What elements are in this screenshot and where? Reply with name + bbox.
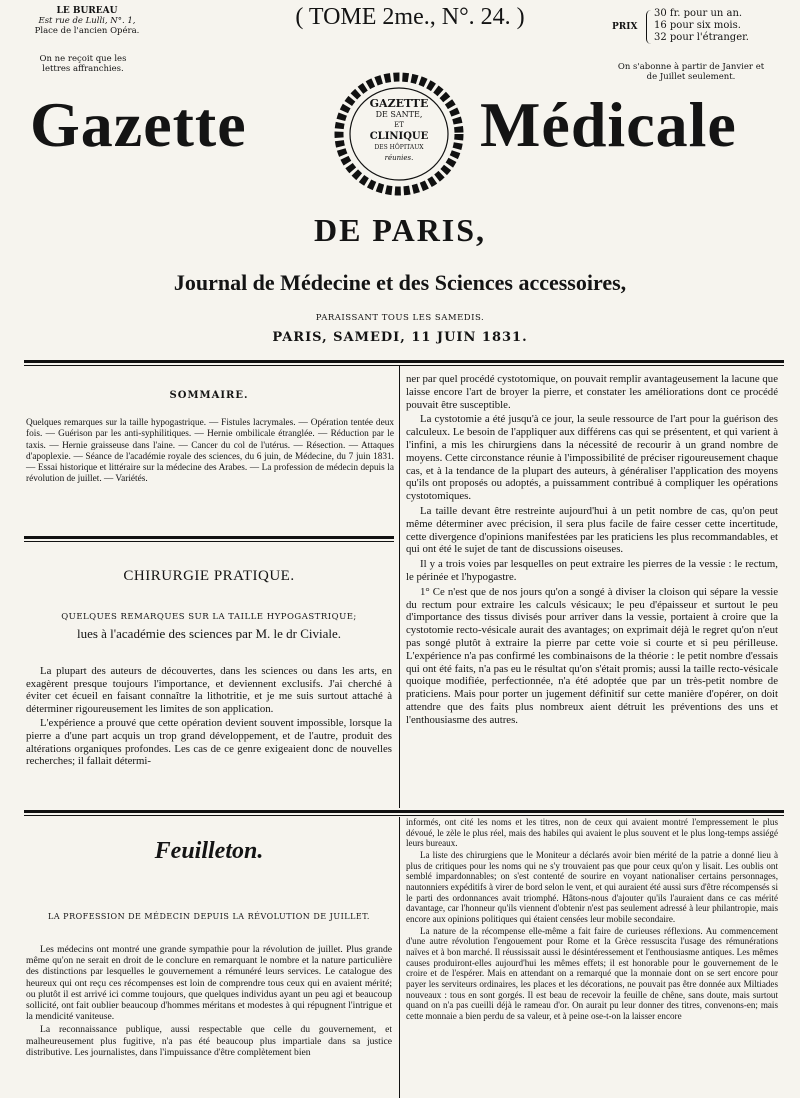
right-paragraph: La taille devant être restreinte aujourd'hui à un petit nombre de cas, qu'on peut même déterminer avec précision, il sera plus facile de faire cesser cette incertitude, cette divergence d'opinions manifestées par les praticiens les plus recommandables, et qui ont été le sujet de tant de discussions oiseuses.: [406, 504, 778, 556]
price-brace: [646, 10, 652, 44]
price-line-3: 32 pour l'étranger.: [654, 32, 749, 43]
sommaire-rule-thin: [24, 541, 394, 542]
masthead-rule-thin: [24, 365, 784, 366]
right-paragraph: La cystotomie a été jusqu'à ce jour, la seule ressource de l'art pour la guérison des calculeux. Le besoin de l'appliquer aux différens cas qui se présentent, et qui varient à l'infini, a mis les chirurgiens dans la nécessité de recourir à un grand nombre de moyens. Cette circonstance réunie à l'impossibilité de préciser rigoureusement chaque cas, et à la tendance de la plupart des auteurs, à généraliser l'application des moyens qu'ils ont proposés ou adoptés, a puissamment contribué à compliquer les opérations cystotomiques.: [406, 413, 778, 503]
letters-notice: On ne reçoit que les lettres affranchies.: [39, 54, 127, 74]
right-paragraph: ner par quel procédé cystotomique, on pouvait remplir avantageusement la lacune que laisse encore l'art de broyer la pierre, et constater les améliorations dont ce procédé pouvait être susceptible.: [406, 373, 778, 411]
right-paragraph: 1° Ce n'est que de nos jours qu'on a songé à diviser la cloison qui sépare la vessie du rectum pour extraire les calculs vésicaux; le peu d'épaisseur et surtout le peu d'importance des tissus divisés pour arriver dans la vessie, portaient à croire que la cystotomie recto-vésicale aurait des avantages; on exprimait déjà le regret qu'on n'eut pas songé plutôt à extraire la pierre par cette voie si courte et si peu périlleuse. L'expérience n'a pas confirmé les combinaisons de la théorie : le petit nombre d'essais qui ont été faits, n'a pas eu le résultat qu'on s'était promis; aussi la taille recto-vésicale quoique modifiée, perfectionnée, n'a été adoptée que par un très-petit nombre de praticiens. Mais pour porter un jugement définitif sur cette manière d'opérer, on doit attendre que des faits plus nombreux aient détruit les préventions des uns et l'enthousiasme des autres.: [406, 585, 778, 726]
seal-line-2: DE SANTE,: [375, 110, 423, 119]
seal-line-6: réunies.: [384, 154, 414, 162]
subtitle-journal: Journal de Médecine et des Sciences accessoires,: [173, 270, 627, 295]
price-line-2: 16 pour six mois.: [654, 20, 741, 31]
seal-line-1: GAZETTE: [369, 97, 429, 110]
feuilleton-paragraph: informés, ont cité les noms et les titres, non de ceux qui avaient montré l'empressement le plus dévoué, le zèle le plus réel, mais des habiles qui avaient le plus souvent et le plus long-temps assiégé leurs bureaux.: [406, 817, 778, 849]
subscribe-notice: On s'abonne à partir de Janvier et de Juillet seulement.: [617, 62, 765, 82]
chirurgie-paragraph: L'expérience a prouvé que cette opération devient souvent impossible, lorsque la pierre a d'une part acquis un trop grand développement, et de l'autre, produit des altérations organiques profondes. Les cas de ce genre exigeaient donc de nouvelles recherches; il fallait détermi-: [26, 717, 392, 768]
bureau-address-1: Est rue de Lulli, N°. 1,: [38, 16, 136, 26]
right-column-body: [406, 373, 778, 727]
feuilleton-left-body: [26, 944, 392, 1058]
seal-line-5: DES HÔPITAUX: [374, 144, 424, 151]
frequency-line: PARAISSANT TOUS LES SAMEDIS.: [315, 313, 485, 323]
feuilleton-paragraph: La nature de la récompense elle-même a fait faire de curieuses réflexions. Au commencement d'une autre révolution l'engouement pour Rome et la Grèce ressuscita l'usage des rémunérations naïves et à bon marché. Il réussissait aussi le désintéressement et l'enthousiasme antiques. Les mêmes causes produiront-elles aujourd'hui les mêmes effets; il est honorable pour le gouvernement de le croire et de l'espérer. Mais en attendant on a remarqué que la monnaie dont on se sert encore pour payer les serviteurs ordinaires, les places et les décorations, ne pouvait pas être donnée aux Miltiades nouveaux : tous en sont gorgés. Il est beau de recevoir la feuille de chêne, sans doute, mais surtout quand on n'a pas cueilli déjà le rameau d'or. On aurait pu leur donner des titres, convenons-en; mais cette monnaie a bien perdu de sa valeur, et à peine ose-t-on la laisser encore: [406, 925, 778, 1021]
chirurgie-subheading-1: QUELQUES REMARQUES SUR LA TAILLE HYPOGASTRIQUE;: [61, 612, 357, 622]
bureau-address-2: Place de l'ancien Opéra.: [34, 26, 140, 36]
bureau-block: [12, 6, 162, 36]
sommaire-text: Quelques remarques sur la taille hypogastrique. — Fistules lacrymales. — Opération tentée deux fois. — Guérison par les anti-syphilitiques. — Hernie ombilicale étranglée. — Réduction par le taxis. — Hernie graisseuse dans l'aine. — Cancer du col de l'utérus. — Résection. — Attaques d'apoplexie. — Séance de l'académie royale des sciences, du 6 juin, de Médecine, du 7 juin 1831. — Essai historique et littéraire sur la médecine des Arabes. — La profession de médecin depuis la révolution de juillet. — Variétés.: [26, 418, 394, 485]
tome-number: ( TOME 2me., N°. 24. ): [295, 4, 525, 30]
sommaire-heading: SOMMAIRE.: [169, 390, 249, 401]
title-medicale: Médicale: [480, 89, 737, 160]
chirurgie-paragraph: La plupart des auteurs de découvertes, dans les sciences ou dans les arts, en exagèrent presque toujours l'importance, et deviennent exclusifs. J'ai cherché à éviter cet écueil en faisant connaître la lithotritie, et je me suis surtout attaché à déterminer rigoureusement les limites de son application.: [26, 665, 392, 715]
feuilleton-rule-thin: [24, 815, 784, 816]
price-line-1: 30 fr. pour un an.: [654, 8, 743, 19]
feuilleton-right-body: [406, 817, 778, 1021]
feuilleton-paragraph: La liste des chirurgiens que le Moniteur a déclarés avoir bien mérité de la patrie a donné lieu à plus de critiques pour les noms qui ne s'y trouvaient pas que pour ceux qu'on y lisait. Les oublis ont semblé impardonnables; on s'est contenté de sourire en voyant nationaliser certains personnages, nautonniers expéditifs à virer de bord selon le vent, et qui auraient été aussi surs d'être récompensés si le parti des ordonnances avait triomphé. Hâtons-nous d'ajouter qu'ils l'auraient dans ce cas mérité davantage, car l'honneur qu'ils viennent d'obtenir n'est pas seulement adressé à leur philantropie, mais encore aux opinions politiques qui étaient censées leur mobile secondaire.: [406, 849, 778, 924]
chirurgie-body: [26, 665, 392, 768]
column-divider-top: [399, 366, 400, 808]
price-label: PRIX: [612, 22, 638, 32]
feuilleton-subheading: LA PROFESSION DE MÉDECIN DEPUIS LA RÉVOLUTION DE JUILLET.: [48, 912, 370, 921]
right-paragraph: Il y a trois voies par lesquelles on peut extraire les pierres de la vessie : le rectum, le périnée et l'hypogastre.: [406, 558, 778, 583]
feuilleton-paragraph: Les médecins ont montré une grande sympathie pour la révolution de juillet. Plus grande même qu'on ne serait en droit de le conclure en remarquant le nombre et la nature particulière des distinctions par lesquelles le gouvernement a rémunéré leurs services. Le catalogue des heureux qui ont reçu ces récompenses est loin de comprendre tous ceux qui en avaient mérité; ou plutôt il est arrivé ici comme toujours, que quelques individus ayant un peu agi et beaucoup sollicité, ont fait oublier beaucoup d'hommes méritans et modestes à qui répugnent l'intrigue et la mendicité vaniteuse.: [26, 944, 392, 1023]
column-divider-bottom: [399, 817, 400, 1098]
seal-emblem: [334, 72, 464, 196]
sommaire-rule-thick: [24, 536, 394, 539]
feuilleton-paragraph: La reconnaissance publique, aussi respectable que celle du gouvernement, et malheureusement plus fugitive, n'a pas été beaucoup plus impartiale dans sa justice distributive. Les journalistes, dans l'impuissance d'être complètement bien: [26, 1024, 392, 1058]
seal-line-4: CLINIQUE: [369, 131, 429, 142]
subtitle-city: DE PARIS,: [313, 212, 487, 248]
bureau-heading: LE BUREAU: [56, 6, 118, 16]
masthead-rule-thick: [24, 360, 784, 363]
feuilleton-rule-thick: [24, 810, 784, 813]
title-gazette: Gazette: [30, 89, 247, 160]
chirurgie-subheading-2: lues à l'académie des sciences par M. le dr Civiale.: [76, 626, 342, 641]
chirurgie-heading: CHIRURGIE PRATIQUE.: [123, 568, 295, 584]
feuilleton-heading: Feuilleton.: [154, 838, 264, 864]
seal-line-3: ET: [394, 121, 404, 129]
dateline: PARIS, SAMEDI, 11 JUIN 1831.: [272, 330, 528, 345]
